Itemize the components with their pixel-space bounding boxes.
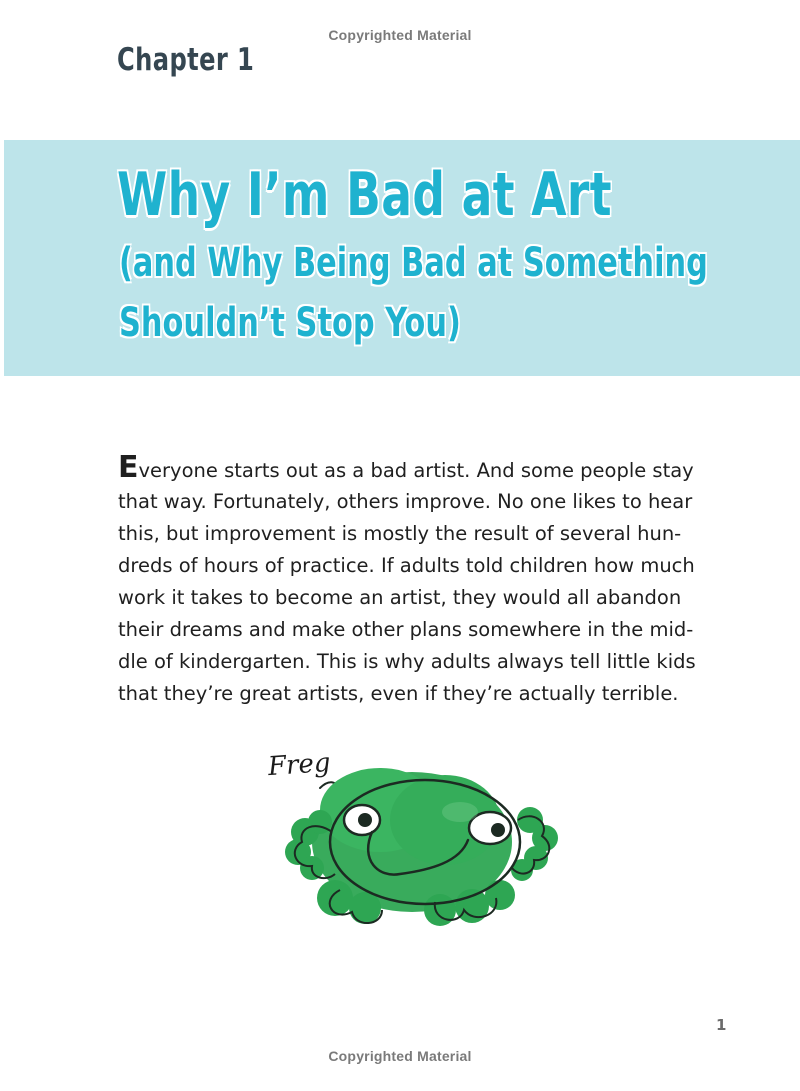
drop-cap: E <box>118 450 139 485</box>
freg-label: Freg <box>267 747 332 783</box>
chapter-subtitle-line-2: Shouldn’t Stop You) <box>119 300 461 346</box>
copyright-watermark-top: Copyrighted Material <box>328 27 472 43</box>
copyright-watermark-bottom: Copyrighted Material <box>328 1048 472 1064</box>
freg-illustration <box>260 747 570 930</box>
body-paragraph <box>118 450 696 710</box>
body-line: dle of kindergarten. This is why adults always tell little kids <box>118 650 696 673</box>
title-band <box>4 140 800 376</box>
page-number: 1 <box>716 1016 727 1034</box>
chapter-label: Chapter 1 <box>117 42 255 78</box>
body-line: work it takes to become an artist, they would all abandon <box>118 586 682 609</box>
body-line: dreds of hours of practice. If adults told children how much <box>118 554 695 577</box>
body-line-text: veryone starts out as a bad artist. And some people stay <box>138 459 694 482</box>
chapter-title: Why I’m Bad at Art <box>117 160 612 230</box>
freg-drawing <box>260 747 570 930</box>
body-line <box>118 450 694 486</box>
freg-eye-left <box>344 805 380 835</box>
body-line: that they’re great artists, even if they’re actually terrible. <box>118 682 679 705</box>
chapter-subtitle-line-1: (and Why Being Bad at Something <box>119 240 708 286</box>
body-line: this, but improvement is mostly the result of several hun- <box>118 522 682 545</box>
freg-body <box>285 768 558 926</box>
body-line: that way. Fortunately, others improve. No one likes to hear <box>118 490 693 513</box>
body-line: their dreams and make other plans somewhere in the mid- <box>118 618 694 641</box>
